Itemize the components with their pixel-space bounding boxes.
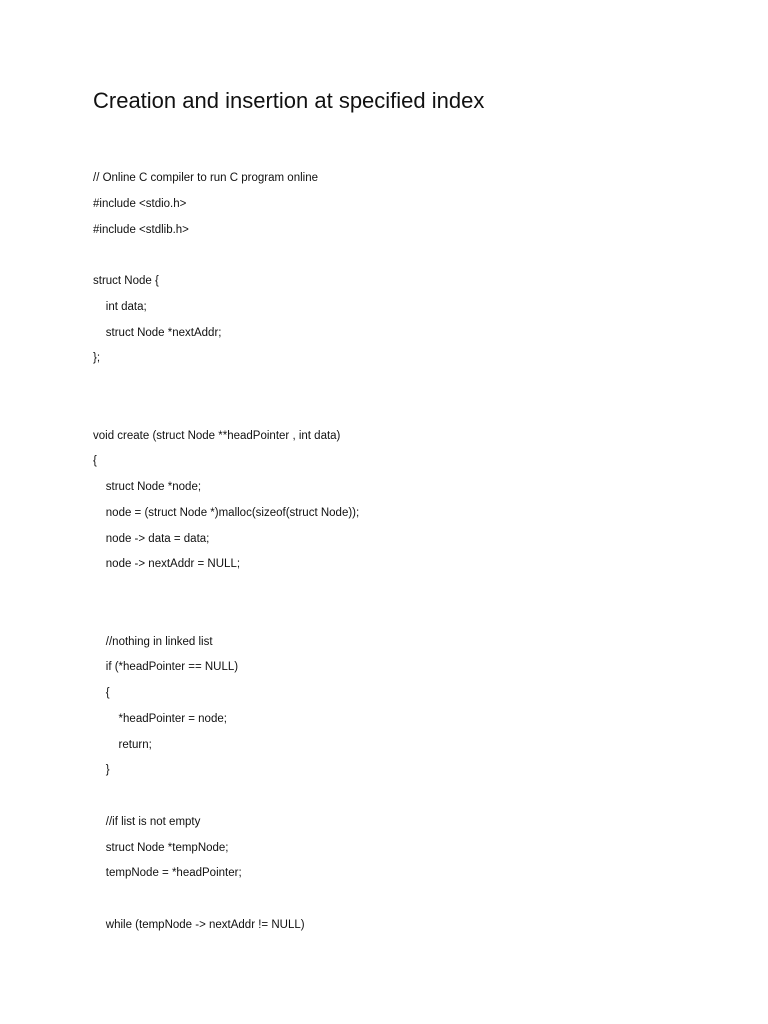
code-line: struct Node *nextAddr; bbox=[93, 326, 222, 339]
document-title: Creation and insertion at specified index bbox=[93, 88, 485, 113]
code-line: if (*headPointer == NULL) bbox=[93, 661, 239, 674]
code-line: { bbox=[93, 687, 110, 699]
code-line: //if list is not empty bbox=[93, 815, 201, 828]
code-line: *headPointer = node; bbox=[93, 712, 227, 725]
code-line: return; bbox=[93, 738, 152, 751]
code-line: } bbox=[93, 764, 110, 777]
code-line: struct Node *node; bbox=[93, 481, 202, 493]
code-line: tempNode = *headPointer; bbox=[93, 867, 242, 880]
code-line: struct Node *tempNode; bbox=[93, 841, 229, 854]
code-block bbox=[93, 0, 733, 1024]
code-line: { bbox=[93, 455, 97, 468]
code-line: }; bbox=[93, 352, 101, 365]
code-line: int data; bbox=[93, 300, 147, 313]
code-line: node -> data = data; bbox=[93, 532, 210, 545]
code-line: while (tempNode -> nextAddr != NULL) bbox=[93, 918, 305, 931]
code-line: #include <stdio.h> bbox=[93, 197, 187, 210]
code-line: node = (struct Node *)malloc(sizeof(struct Node)); bbox=[93, 506, 360, 519]
code-line: void create (struct Node **headPointer , int data) bbox=[93, 429, 341, 442]
code-line: struct Node { bbox=[93, 275, 159, 287]
code-line: node -> nextAddr = NULL; bbox=[93, 558, 241, 571]
code-line: //nothing in linked list bbox=[93, 635, 213, 648]
code-line: #include <stdlib.h> bbox=[93, 223, 189, 236]
code-line: // Online C compiler to run C program online bbox=[93, 172, 318, 184]
